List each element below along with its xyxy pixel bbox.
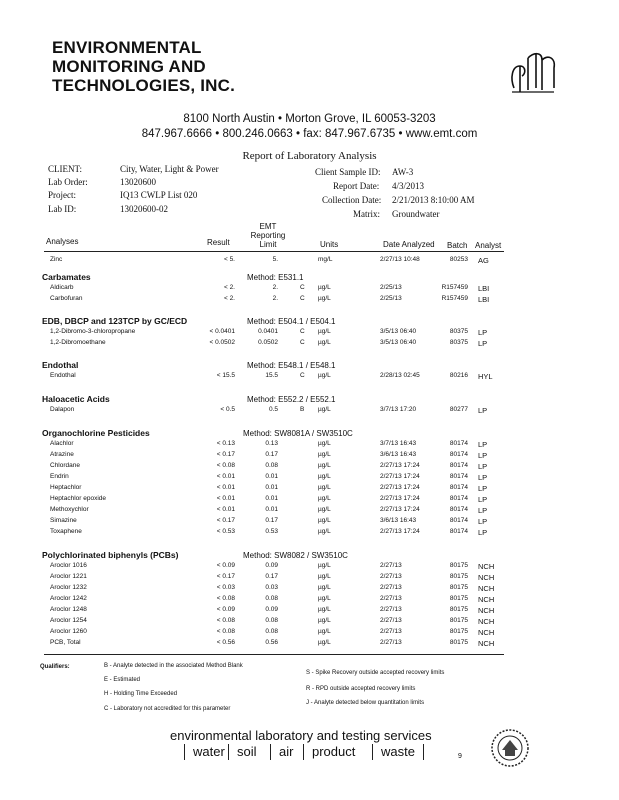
limit-cell: 0.17 [265, 451, 278, 458]
date-analyzed-cell: 2/27/13 17:24 [380, 484, 420, 491]
analyte-cell: Heptachlor [50, 484, 82, 491]
lab-id-value: 13020600-02 [120, 204, 168, 214]
units-cell: µg/L [318, 484, 331, 491]
batch-cell: 80174 [449, 517, 468, 524]
units-cell: µg/L [318, 639, 331, 646]
analyte-cell: Zinc [50, 256, 63, 263]
table-row [0, 573, 619, 583]
qualifier-cell: C [300, 284, 305, 291]
batch-cell: 80174 [449, 462, 468, 469]
sample-id-label: Client Sample ID: [315, 167, 381, 177]
qualifier-cell: C [300, 372, 305, 379]
limit-cell: 0.53 [265, 528, 278, 535]
limit-cell: 0.5 [268, 406, 278, 413]
units-cell: µg/L [318, 573, 331, 580]
units-cell: µg/L [318, 473, 331, 480]
analyst-cell: LP [478, 451, 488, 460]
analyte-cell: Alachlor [50, 440, 74, 447]
table-row [0, 595, 619, 605]
table-row [0, 617, 619, 627]
date-analyzed-cell: 2/25/13 [380, 284, 402, 291]
units-cell: µg/L [318, 584, 331, 591]
qualifier-j: J - Analyte detected below quantitation limits [306, 700, 425, 706]
matrix-value: Groundwater [392, 209, 440, 219]
analyte-cell: Methoxychlor [50, 506, 89, 513]
batch-cell: 80175 [449, 617, 468, 624]
batch-cell: 80175 [449, 628, 468, 635]
analyte-cell: Chlordane [50, 462, 80, 469]
date-analyzed-cell: 2/27/13 [380, 573, 402, 580]
batch-cell: 80216 [449, 372, 468, 379]
table-row [0, 562, 619, 572]
sample-id-value: AW-3 [392, 167, 414, 177]
units-cell: µg/L [318, 294, 331, 302]
limit-cell: 0.09 [265, 606, 278, 613]
batch-cell: 80174 [449, 528, 468, 535]
date-analyzed-cell: 3/6/13 16:43 [380, 517, 417, 524]
analyte-cell: 1,2-Dibromoethane [50, 338, 106, 346]
qualifier-cell: C [300, 338, 305, 346]
batch-cell: 80175 [449, 562, 468, 569]
method-label: Method: SW8082 / SW3510C [243, 551, 348, 560]
limit-cell: 0.13 [265, 440, 278, 447]
analyst-cell: NCH [478, 584, 495, 593]
analyte-cell: Aldicarb [50, 284, 74, 291]
lab-order-value: 13020600 [120, 177, 156, 187]
date-analyzed-cell: 2/27/13 [380, 562, 402, 569]
date-analyzed-cell: 2/27/13 [380, 606, 402, 613]
result-cell: < 2. [223, 284, 235, 291]
company-name-line-1: ENVIRONMENTAL [52, 38, 202, 57]
table-row [0, 639, 619, 649]
units-cell: µg/L [318, 562, 331, 569]
limit-cell: 0.08 [265, 628, 278, 635]
company-address: 8100 North Austin • Morton Grove, IL 60053-3203 [183, 113, 436, 125]
result-cell: < 0.01 [216, 484, 235, 491]
date-analyzed-cell: 2/27/13 [380, 595, 402, 602]
units-cell: µg/L [318, 406, 331, 413]
qualifier-e: E - Estimated [104, 677, 141, 683]
units-cell: µg/L [318, 495, 331, 502]
result-cell: < 0.08 [216, 595, 235, 602]
result-cell: < 0.09 [216, 606, 235, 613]
units-cell: µg/L [318, 440, 331, 447]
result-cell: < 0.5 [220, 406, 235, 413]
col-analyses: Analyses [46, 237, 79, 246]
limit-cell: 0.01 [265, 473, 278, 480]
limit-cell: 2. [272, 284, 278, 291]
units-cell: µg/L [318, 328, 331, 335]
analyst-cell: NCH [478, 639, 495, 648]
analyte-cell: Aroclor 1232 [50, 584, 87, 591]
units-cell: µg/L [318, 338, 331, 346]
result-cell: < 0.03 [216, 584, 235, 591]
result-cell: < 0.09 [216, 562, 235, 569]
method-label: Method: E504.1 / E504.1 [247, 317, 336, 326]
analyst-cell: NCH [478, 628, 495, 637]
col-result: Result [207, 238, 230, 247]
table-row [0, 451, 619, 461]
table-row [0, 584, 619, 594]
analyte-cell: Aroclor 1221 [50, 573, 87, 580]
limit-cell: 0.08 [265, 617, 278, 624]
section-title: EDB, DBCP and 123TCP by GC/ECD [42, 316, 188, 326]
result-cell: < 0.08 [216, 617, 235, 624]
project-value: IQ13 CWLP List 020 [120, 190, 198, 200]
project-label: Project: [48, 190, 76, 200]
analyst-cell: HYL [478, 372, 493, 381]
result-cell: < 15.5 [216, 372, 235, 379]
batch-cell: 80175 [449, 606, 468, 613]
table-row [0, 606, 619, 616]
units-cell: µg/L [318, 617, 331, 624]
analyst-cell: AG [478, 256, 489, 265]
limit-cell: 5. [272, 256, 278, 263]
batch-cell: 80174 [449, 473, 468, 480]
batch-cell: R157459 [441, 284, 468, 291]
analyst-cell: NCH [478, 595, 495, 604]
analyte-cell: Simazine [50, 517, 77, 524]
qualifier-s: S - Spike Recovery outside accepted recovery limits [306, 670, 445, 676]
result-cell: < 0.0502 [209, 338, 235, 346]
batch-cell: 80175 [449, 639, 468, 646]
footer-category-water: water [184, 744, 225, 760]
analyst-cell: LBI [478, 294, 490, 304]
analyst-cell: LP [478, 517, 488, 526]
result-cell: < 0.01 [216, 495, 235, 502]
table-row [0, 628, 619, 638]
analyte-cell: Aroclor 1254 [50, 617, 87, 624]
limit-cell: 0.09 [265, 562, 278, 569]
result-cell: < 0.01 [216, 473, 235, 480]
analyst-cell: LP [478, 462, 488, 471]
batch-cell: 80174 [449, 440, 468, 447]
lab-order-label: Lab Order: [48, 177, 88, 187]
analyst-cell: LP [478, 495, 488, 504]
accreditation-seal-icon [490, 728, 530, 768]
date-analyzed-cell: 2/25/13 [380, 294, 402, 302]
limit-cell: 15.5 [265, 372, 278, 379]
limit-cell: 0.0401 [258, 328, 278, 335]
batch-cell: 80253 [449, 256, 468, 263]
table-row [0, 295, 619, 305]
analyst-cell: LP [478, 440, 488, 449]
units-cell: µg/L [318, 528, 331, 535]
section-title: Organochlorine Pesticides [42, 428, 150, 438]
analyst-cell: NCH [478, 562, 495, 571]
footer-category-product: product [303, 744, 355, 760]
method-label: Method: SW8081A / SW3510C [243, 429, 353, 438]
limit-cell: 0.0502 [258, 338, 278, 346]
batch-cell: 80277 [449, 406, 468, 413]
limit-cell: 0.17 [265, 517, 278, 524]
limit-cell: 0.03 [265, 584, 278, 591]
date-analyzed-cell: 2/27/13 [380, 617, 402, 624]
method-label: Method: E531.1 [247, 273, 304, 282]
limit-cell: 0.01 [265, 484, 278, 491]
date-analyzed-cell: 2/27/13 [380, 639, 402, 646]
col-limit-line-1: EMT [259, 222, 277, 231]
result-cell: < 2. [223, 294, 235, 302]
footer-category-soil: soil [228, 744, 257, 760]
analyte-cell: 1,2-Dibromo-3-chloropropane [50, 328, 136, 335]
col-limit-line-3: Limit [259, 240, 277, 249]
limit-cell: 0.56 [265, 639, 278, 646]
analyte-cell: Heptachlor epoxide [50, 495, 107, 502]
analyst-cell: LP [478, 484, 488, 493]
table-row [0, 328, 619, 338]
footer-tagline: environmental laboratory and testing services [170, 728, 432, 743]
company-contact: 847.967.6666 • 800.246.0663 • fax: 847.967.6735 • www.emt.com [141, 128, 478, 140]
date-analyzed-cell: 3/5/13 06:40 [380, 338, 417, 346]
analyte-cell: Atrazine [50, 451, 74, 458]
qualifier-cell: C [300, 328, 305, 335]
batch-cell: 80174 [449, 451, 468, 458]
qualifier-cell: C [300, 294, 305, 302]
analyst-cell: LP [478, 338, 488, 348]
analyst-cell: LP [478, 328, 488, 337]
table-row [0, 484, 619, 494]
col-date-analyzed: Date Analyzed [383, 240, 435, 249]
date-analyzed-cell: 3/5/13 06:40 [380, 328, 417, 335]
limit-cell: 2. [272, 294, 278, 302]
analyst-cell: NCH [478, 606, 495, 615]
analyst-cell: LBI [478, 284, 490, 293]
footer-category-air: air [270, 744, 293, 760]
report-date-label: Report Date: [333, 181, 380, 191]
analyte-cell: Aroclor 1242 [50, 595, 87, 602]
limit-cell: 0.01 [265, 495, 278, 502]
analyte-cell: Toxaphene [50, 528, 82, 535]
table-row [0, 473, 619, 483]
result-cell: < 0.53 [216, 528, 235, 535]
qualifier-c: C - Laboratory not accredited for this parameter [104, 706, 231, 712]
limit-cell: 0.01 [265, 506, 278, 513]
table-row [0, 339, 619, 349]
method-label: Method: E552.2 / E552.1 [247, 395, 336, 404]
units-cell: µg/L [318, 451, 331, 458]
report-date-value: 4/3/2013 [392, 181, 425, 191]
client-label: CLIENT: [48, 164, 83, 174]
col-limit-line-2: Reporting [250, 231, 286, 240]
table-row [0, 462, 619, 472]
result-cell: < 0.17 [216, 451, 235, 458]
units-cell: µg/L [318, 606, 331, 613]
table-row [0, 495, 619, 505]
analyst-cell: LP [478, 406, 488, 415]
units-cell: µg/L [318, 284, 331, 291]
company-name-line-2: MONITORING AND [52, 57, 206, 76]
report-title: Report of Laboratory Analysis [242, 150, 377, 162]
batch-cell: 80174 [449, 506, 468, 513]
table-row [0, 440, 619, 450]
qualifiers-label: Qualifiers: [40, 664, 70, 670]
analyte-cell: Endrin [50, 473, 69, 480]
emt-logo-icon [508, 48, 558, 96]
analyst-cell: LP [478, 473, 488, 482]
analyst-cell: NCH [478, 573, 495, 582]
date-analyzed-cell: 2/27/13 17:24 [380, 473, 420, 480]
table-row [0, 506, 619, 516]
client-value: City, Water, Light & Power [120, 164, 219, 174]
method-label: Method: E548.1 / E548.1 [247, 361, 336, 370]
date-analyzed-cell: 2/27/13 10:48 [380, 256, 420, 263]
limit-cell: 0.08 [265, 462, 278, 469]
units-cell: µg/L [318, 506, 331, 513]
units-cell: mg/L [318, 256, 333, 263]
units-cell: µg/L [318, 628, 331, 635]
header-rule [44, 251, 504, 252]
units-cell: µg/L [318, 517, 331, 524]
date-analyzed-cell: 2/27/13 [380, 584, 402, 591]
col-units: Units [320, 240, 339, 249]
date-analyzed-cell: 2/27/13 [380, 628, 402, 635]
batch-cell: 80375 [449, 328, 468, 335]
units-cell: µg/L [318, 462, 331, 469]
analyte-cell: Endothal [50, 372, 76, 379]
date-analyzed-cell: 3/6/13 16:43 [380, 451, 417, 458]
limit-cell: 0.08 [265, 595, 278, 602]
analyte-cell: Dalapon [50, 406, 75, 413]
analyte-cell: Aroclor 1016 [50, 562, 87, 569]
date-analyzed-cell: 3/7/13 17:20 [380, 406, 417, 413]
result-cell: < 0.13 [216, 440, 235, 447]
batch-cell: 80375 [449, 338, 468, 346]
table-bottom-rule [44, 654, 504, 655]
company-name [52, 38, 235, 95]
qualifier-h: H - Holding Time Exceeded [104, 691, 178, 697]
company-name-line-3: TECHNOLOGIES, INC. [52, 76, 236, 95]
analyte-cell: Aroclor 1260 [50, 628, 87, 635]
qualifier-r: R - RPD outside accepted recovery limits [306, 686, 416, 692]
table-row [0, 406, 619, 416]
collection-date-label: Collection Date: [322, 195, 382, 205]
table-row [0, 517, 619, 527]
col-batch: Batch [447, 241, 468, 250]
analyst-cell: LP [478, 528, 488, 537]
collection-date-value: 2/21/2013 8:10:00 AM [392, 195, 475, 205]
page-number: 9 [458, 753, 462, 760]
batch-cell: 80175 [449, 584, 468, 591]
result-cell: < 0.08 [216, 462, 235, 469]
section-title: Endothal [42, 360, 79, 370]
analyte-cell: Carbofuran [50, 294, 83, 302]
units-cell: µg/L [318, 372, 331, 379]
col-analyst: Analyst [475, 241, 502, 250]
result-cell: < 0.17 [216, 573, 235, 580]
table-row [0, 528, 619, 538]
result-cell: < 0.08 [216, 628, 235, 635]
result-cell: < 0.56 [216, 639, 235, 646]
batch-cell: R157459 [441, 294, 468, 302]
analyte-cell: PCB, Total [50, 639, 81, 646]
matrix-label: Matrix: [353, 209, 380, 219]
qualifier-b: B - Analyte detected in the associated Method Blank [104, 663, 243, 669]
batch-cell: 80175 [449, 595, 468, 602]
table-row [0, 372, 619, 382]
analyst-cell: LP [478, 506, 488, 515]
date-analyzed-cell: 2/27/13 17:24 [380, 495, 420, 502]
date-analyzed-cell: 2/27/13 17:24 [380, 528, 420, 535]
date-analyzed-cell: 2/28/13 02:45 [380, 372, 420, 379]
section-title: Haloacetic Acids [42, 394, 110, 404]
units-cell: µg/L [318, 595, 331, 602]
table-row [0, 284, 619, 294]
section-title: Carbamates [42, 272, 91, 282]
limit-cell: 0.17 [265, 573, 278, 580]
analyst-cell: NCH [478, 617, 495, 626]
footer-category-waste: waste [372, 744, 424, 760]
section-title: Polychlorinated biphenyls (PCBs) [42, 550, 179, 560]
result-cell: < 0.01 [216, 506, 235, 513]
batch-cell: 80174 [449, 495, 468, 502]
date-analyzed-cell: 2/27/13 17:24 [380, 506, 420, 513]
date-analyzed-cell: 2/27/13 17:24 [380, 462, 420, 469]
analyte-cell: Aroclor 1248 [50, 606, 87, 613]
qualifier-cell: B [300, 406, 305, 413]
table-row [0, 256, 619, 266]
date-analyzed-cell: 3/7/13 16:43 [380, 440, 417, 447]
result-cell: < 0.0401 [209, 328, 235, 335]
batch-cell: 80175 [449, 573, 468, 580]
batch-cell: 80174 [449, 484, 468, 491]
lab-id-label: Lab ID: [48, 204, 77, 214]
result-cell: < 5. [223, 256, 235, 263]
result-cell: < 0.17 [216, 517, 235, 524]
